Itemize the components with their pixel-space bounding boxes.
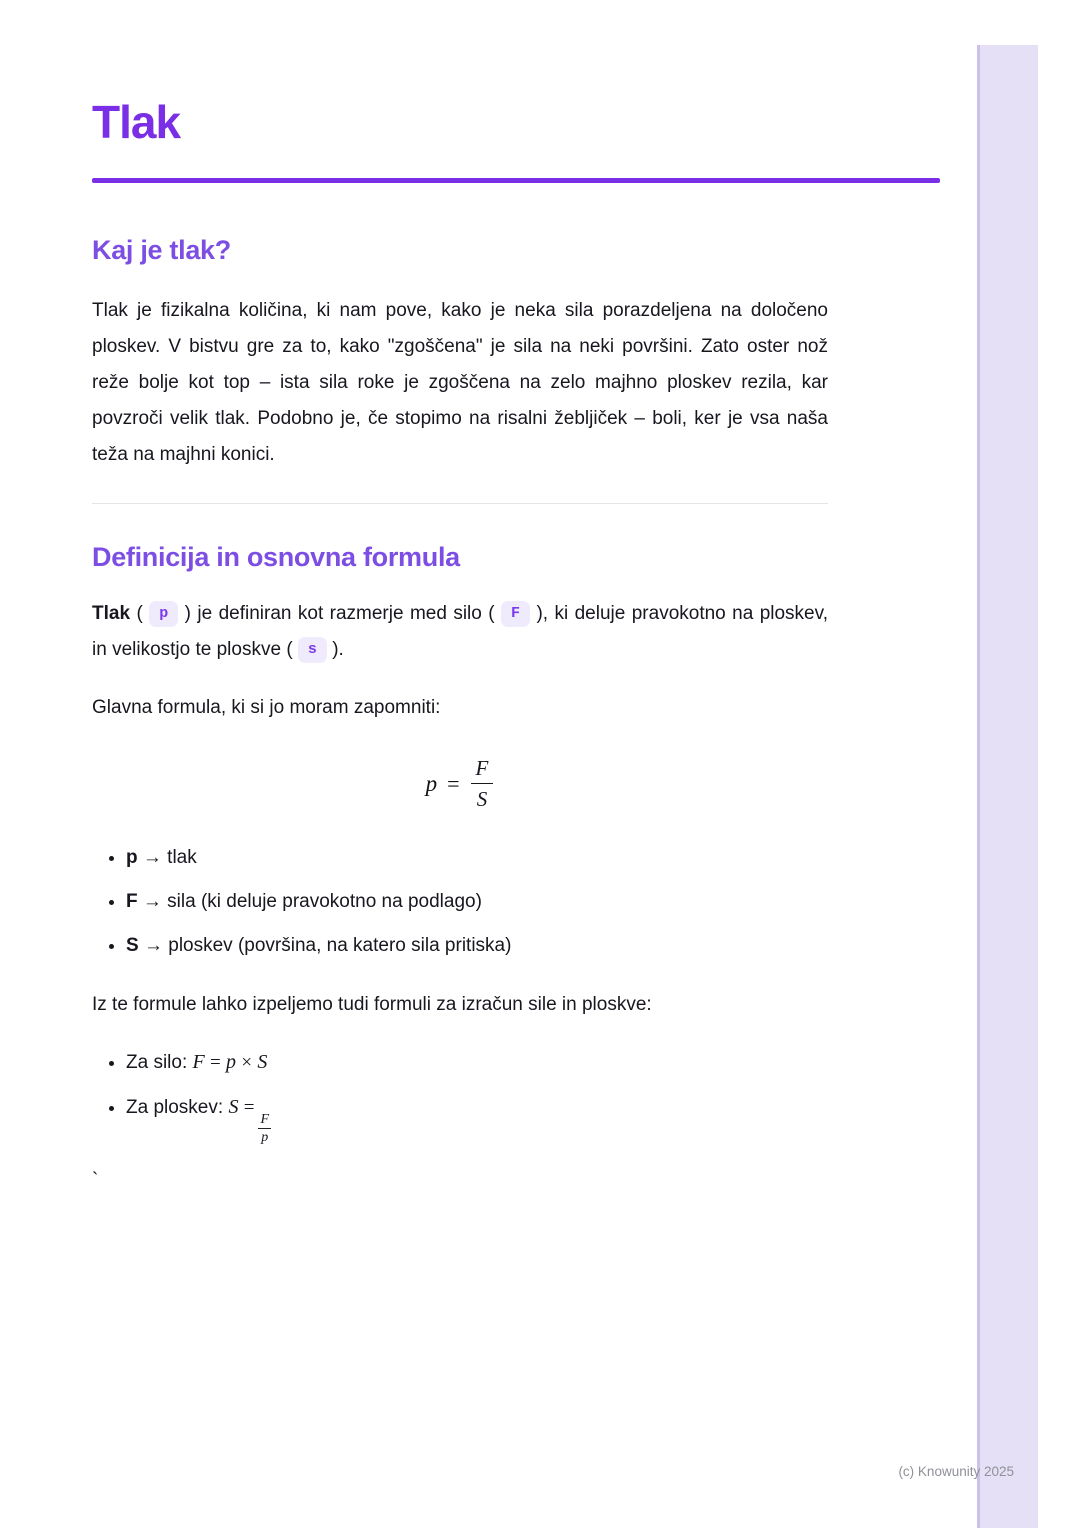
definition-text-segment: ).: [326, 639, 344, 660]
title-rule: [92, 178, 940, 183]
section-what-is-pressure: [92, 233, 828, 473]
symbol-legend-list: [92, 845, 828, 959]
definition-text-segment: (: [130, 603, 150, 624]
derived-label: Za silo:: [126, 1052, 193, 1073]
stray-backtick: `: [92, 1170, 99, 1191]
section-divider: [92, 503, 828, 504]
list-item-f: [126, 889, 828, 915]
intro-paragraph: Tlak je fizikalna količina, ki nam pove, kako je neka sila porazdeljena na določeno ploskev. V bistvu gre za to, kako "zgoščena" je sila na neki površini. Zato oster nož reže bolje kot top – ista sila roke je zgoščena na zelo majhno ploskev rezila, kar povzroči velik tlak. Podobno je, če stopimo na risalni žebljiček – boli, ker je vsa naša teža na majhni konici.: [92, 300, 828, 465]
inline-fraction-denominator: p: [258, 1128, 271, 1145]
symbol-term: F: [126, 891, 138, 912]
document-content: [92, 0, 828, 1199]
inline-code-p: p: [149, 601, 178, 627]
derived-formulas-list: [92, 1049, 828, 1145]
equals-sign: =: [447, 770, 460, 796]
inline-fraction: [257, 1112, 272, 1145]
math-var: p: [226, 1051, 237, 1073]
inline-code-F: F: [501, 601, 530, 627]
math-operator: =: [243, 1097, 255, 1118]
derived-label: Za ploskev:: [126, 1097, 229, 1118]
inline-code-s: s: [298, 637, 327, 663]
symbol-term: p: [126, 847, 138, 868]
definition-paragraph: [92, 596, 828, 668]
definition-text-segment: ), ki deluje pravokotno na ploskev, in velikostjo te ploskve (: [92, 603, 828, 660]
definition-text-segment: ) je definiran kot razmerje med silo (: [178, 603, 502, 624]
math-var: F: [192, 1051, 205, 1073]
symbol-term: S: [126, 935, 139, 956]
formula-intro-text: Glavna formula, ki si jo moram zapomniti:: [92, 697, 441, 718]
list-item-p: [126, 845, 828, 871]
formula-lhs: p: [425, 770, 438, 796]
scrollbar-track[interactable]: [977, 45, 1038, 1528]
derived-formulas-intro: Iz te formule lahko izpeljemo tudi formuli za izračun sile in ploskve:: [92, 994, 652, 1015]
definition-term: Tlak: [92, 603, 131, 624]
fraction-denominator: S: [471, 783, 494, 811]
math-var: S: [228, 1096, 239, 1118]
math-var: S: [257, 1051, 268, 1073]
page-title: Tlak: [92, 96, 181, 148]
list-item-za-silo: [126, 1049, 828, 1076]
section-heading-kaj-je-tlak: Kaj je tlak?: [92, 235, 231, 265]
symbol-description: → tlak: [142, 847, 197, 868]
section-heading-definicija: Definicija in osnovna formula: [92, 542, 460, 572]
math-operator: =: [210, 1052, 221, 1073]
symbol-description: → sila (ki deluje pravokotno na podlago): [142, 891, 482, 912]
fraction: [470, 756, 495, 811]
footer-copyright: (c) Knowunity 2025: [898, 1464, 1014, 1479]
pressure-formula: [92, 756, 828, 811]
list-item-s: [126, 933, 828, 959]
section-definition: [92, 540, 828, 1199]
inline-fraction-numerator: F: [260, 1112, 269, 1127]
list-item-za-ploskev: [126, 1094, 828, 1145]
symbol-description: → ploskev (površina, na katero sila pritiska): [143, 935, 512, 956]
fraction-numerator: F: [475, 756, 489, 780]
math-operator: ×: [241, 1052, 253, 1073]
